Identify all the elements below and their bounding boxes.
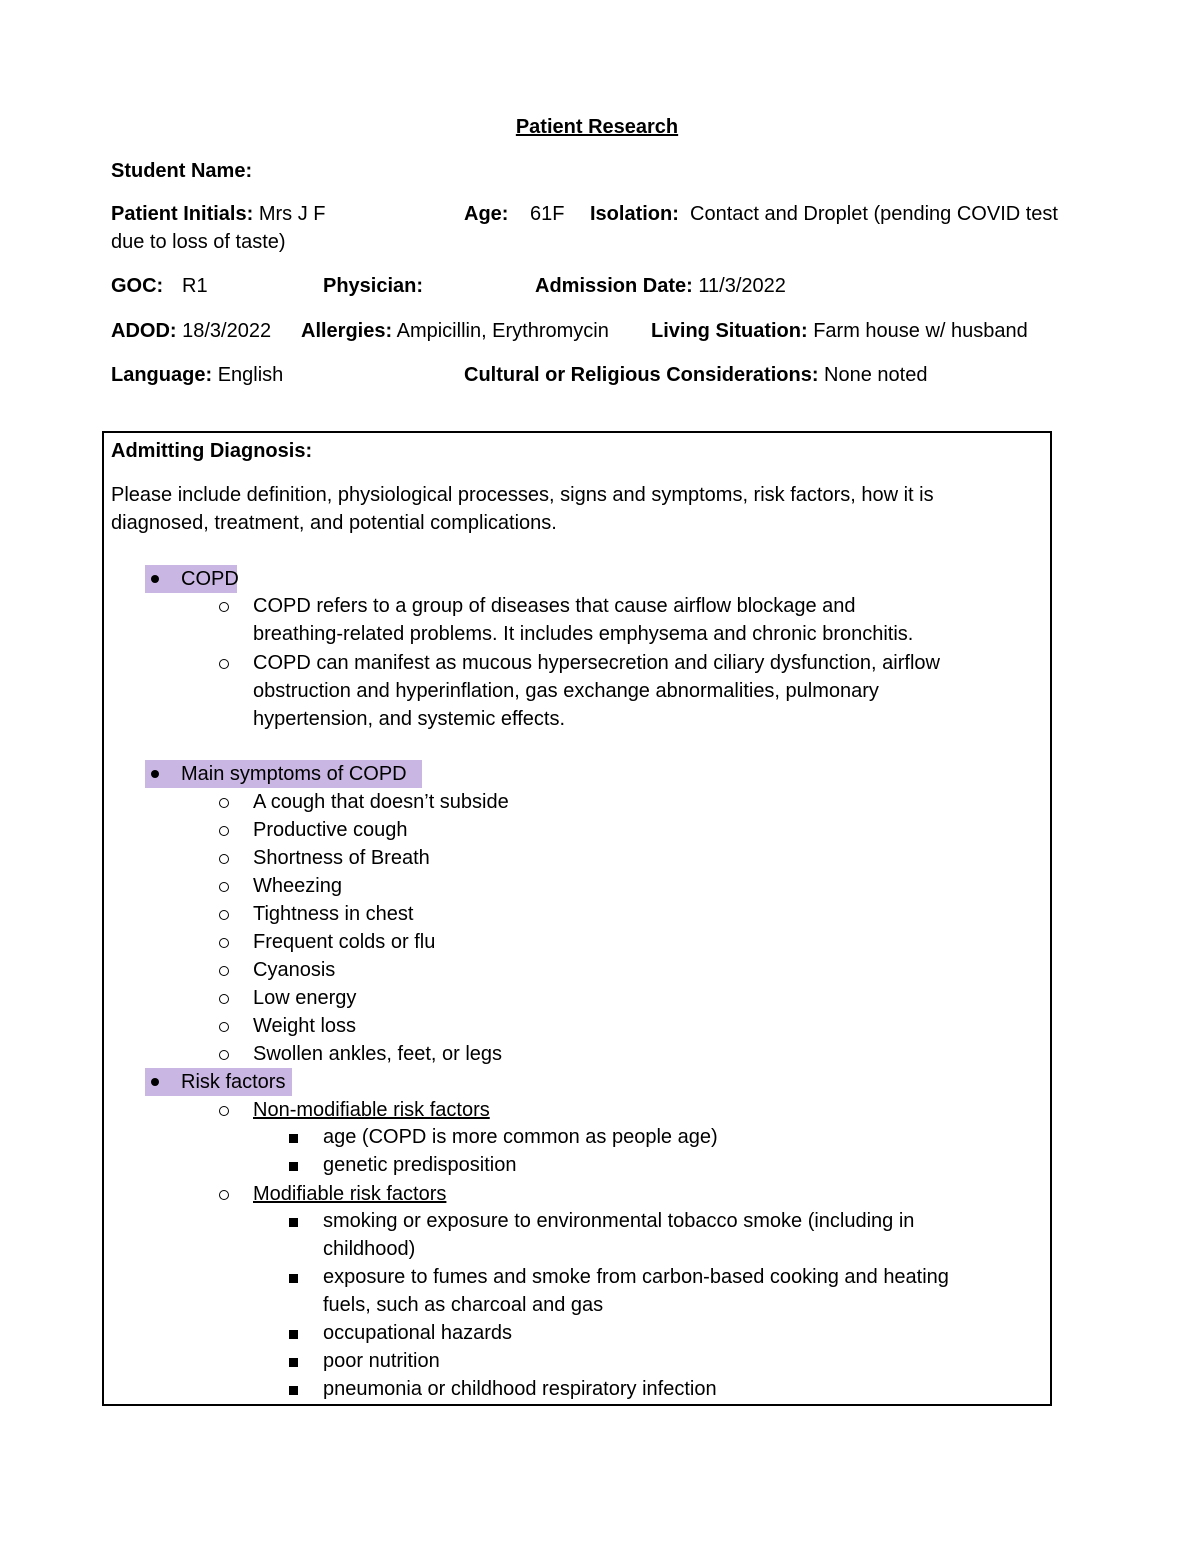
isolation-label: Isolation: <box>590 203 679 225</box>
copd-heading <box>145 565 237 593</box>
list-item: exposure to fumes and smoke from carbon-based cooking and heating <box>323 1266 949 1288</box>
language-value: English <box>217 364 284 386</box>
bullet-circle-icon <box>219 1106 229 1116</box>
bullet-circle-icon <box>219 994 229 1004</box>
list-item-continued: childhood) <box>323 1238 416 1260</box>
bullet-square-icon <box>289 1386 298 1395</box>
list-item: Weight loss <box>253 1015 357 1037</box>
bullet-square-icon <box>289 1274 298 1283</box>
list-item: Swollen ankles, feet, or legs <box>253 1043 503 1065</box>
list-item: Low energy <box>253 987 357 1009</box>
copd-physiology-line-1: COPD can manifest as mucous hypersecretion and ciliary dysfunction, airflow <box>253 652 940 674</box>
bullet-circle-icon <box>219 910 229 920</box>
bullet-circle-icon <box>219 1022 229 1032</box>
patient-initials-field <box>111 200 325 228</box>
bullet-dot-icon <box>151 770 159 778</box>
admission-date-value: 11/3/2022 <box>698 275 786 297</box>
age-label: Age: <box>464 203 509 225</box>
list-item: smoking or exposure to environmental tobacco smoke (including in <box>323 1210 915 1232</box>
list-item: Cyanosis <box>253 959 336 981</box>
bullet-circle-icon <box>219 826 229 836</box>
cultural-label: Cultural or Religious Considerations: <box>464 364 819 386</box>
list-item: poor nutrition <box>323 1350 440 1372</box>
list-item: Productive cough <box>253 819 408 841</box>
adod-field <box>111 317 271 345</box>
bullet-circle-icon <box>219 798 229 808</box>
cultural-value: None noted <box>824 364 928 386</box>
allergies-value: Ampicillin, Erythromycin <box>396 320 609 342</box>
list-item: pneumonia or childhood respiratory infection <box>323 1378 717 1400</box>
allergies-field <box>301 317 609 345</box>
bullet-circle-icon <box>219 938 229 948</box>
bullet-square-icon <box>289 1162 298 1171</box>
bullet-square-icon <box>289 1358 298 1367</box>
bullet-circle-icon <box>219 659 229 669</box>
adod-label: ADOD: <box>111 320 177 342</box>
copd-definition-line-2: breathing-related problems. It includes emphysema and chronic bronchitis. <box>253 623 914 645</box>
physician-label: Physician: <box>323 275 424 297</box>
bullet-circle-icon <box>219 1190 229 1200</box>
symptoms-heading <box>145 760 422 788</box>
age-value: 61F <box>530 203 565 225</box>
list-item: Tightness in chest <box>253 903 414 925</box>
document-title: Patient Research <box>515 116 679 138</box>
isolation-field <box>590 200 1058 228</box>
admitting-diagnosis-heading: Admitting Diagnosis: <box>111 440 313 462</box>
risk-factors-heading-label: Risk factors <box>181 1071 286 1093</box>
bullet-circle-icon <box>219 966 229 976</box>
non-modifiable-heading: Non-modifiable risk factors <box>253 1099 490 1121</box>
language-field <box>111 361 283 389</box>
bullet-dot-icon <box>151 1078 159 1086</box>
list-item: genetic predisposition <box>323 1154 517 1176</box>
admission-date-field <box>535 272 786 300</box>
instructions-line-2: diagnosed, treatment, and potential complications. <box>111 512 557 534</box>
symptoms-heading-label: Main symptoms of COPD <box>181 763 407 785</box>
isolation-value-continued: due to loss of taste) <box>111 231 286 253</box>
cultural-field <box>464 361 927 389</box>
copd-heading-label: COPD <box>181 568 239 590</box>
bullet-dot-icon <box>151 575 159 583</box>
patient-initials-label: Patient Initials: <box>111 203 254 225</box>
bullet-circle-icon <box>219 602 229 612</box>
copd-physiology-line-2: obstruction and hyperinflation, gas exchange abnormalities, pulmonary <box>253 680 879 702</box>
list-item-continued: fuels, such as charcoal and gas <box>323 1294 604 1316</box>
bullet-square-icon <box>289 1330 298 1339</box>
list-item: Wheezing <box>253 875 342 897</box>
patient-initials-value: Mrs J F <box>258 203 326 225</box>
bullet-square-icon <box>289 1134 298 1143</box>
goc-value: R1 <box>182 275 208 297</box>
copd-definition-line-1: COPD refers to a group of diseases that cause airflow blockage and <box>253 595 856 617</box>
allergies-label: Allergies: <box>301 320 393 342</box>
language-label: Language: <box>111 364 213 386</box>
list-item: Shortness of Breath <box>253 847 430 869</box>
list-item: occupational hazards <box>323 1322 513 1344</box>
isolation-value: Contact and Droplet (pending COVID test <box>690 203 1058 225</box>
list-item: Frequent colds or flu <box>253 931 436 953</box>
admission-date-label: Admission Date: <box>535 275 693 297</box>
living-situation-field <box>651 317 1028 345</box>
bullet-circle-icon <box>219 1050 229 1060</box>
modifiable-heading: Modifiable risk factors <box>253 1183 447 1205</box>
list-item: A cough that doesn’t subside <box>253 791 509 813</box>
living-situation-value: Farm house w/ husband <box>813 320 1028 342</box>
risk-factors-heading <box>145 1068 292 1096</box>
list-item: age (COPD is more common as people age) <box>323 1126 718 1148</box>
bullet-circle-icon <box>219 882 229 892</box>
adod-value: 18/3/2022 <box>182 320 272 342</box>
living-situation-label: Living Situation: <box>651 320 808 342</box>
admitting-diagnosis-box <box>102 431 1052 1406</box>
goc-label: GOC: <box>111 275 164 297</box>
student-name-label: Student Name: <box>111 160 253 182</box>
instructions-line-1: Please include definition, physiological processes, signs and symptoms, risk factors, how it is <box>111 484 934 506</box>
bullet-circle-icon <box>219 854 229 864</box>
bullet-square-icon <box>289 1218 298 1227</box>
copd-physiology-line-3: hypertension, and systemic effects. <box>253 708 566 730</box>
